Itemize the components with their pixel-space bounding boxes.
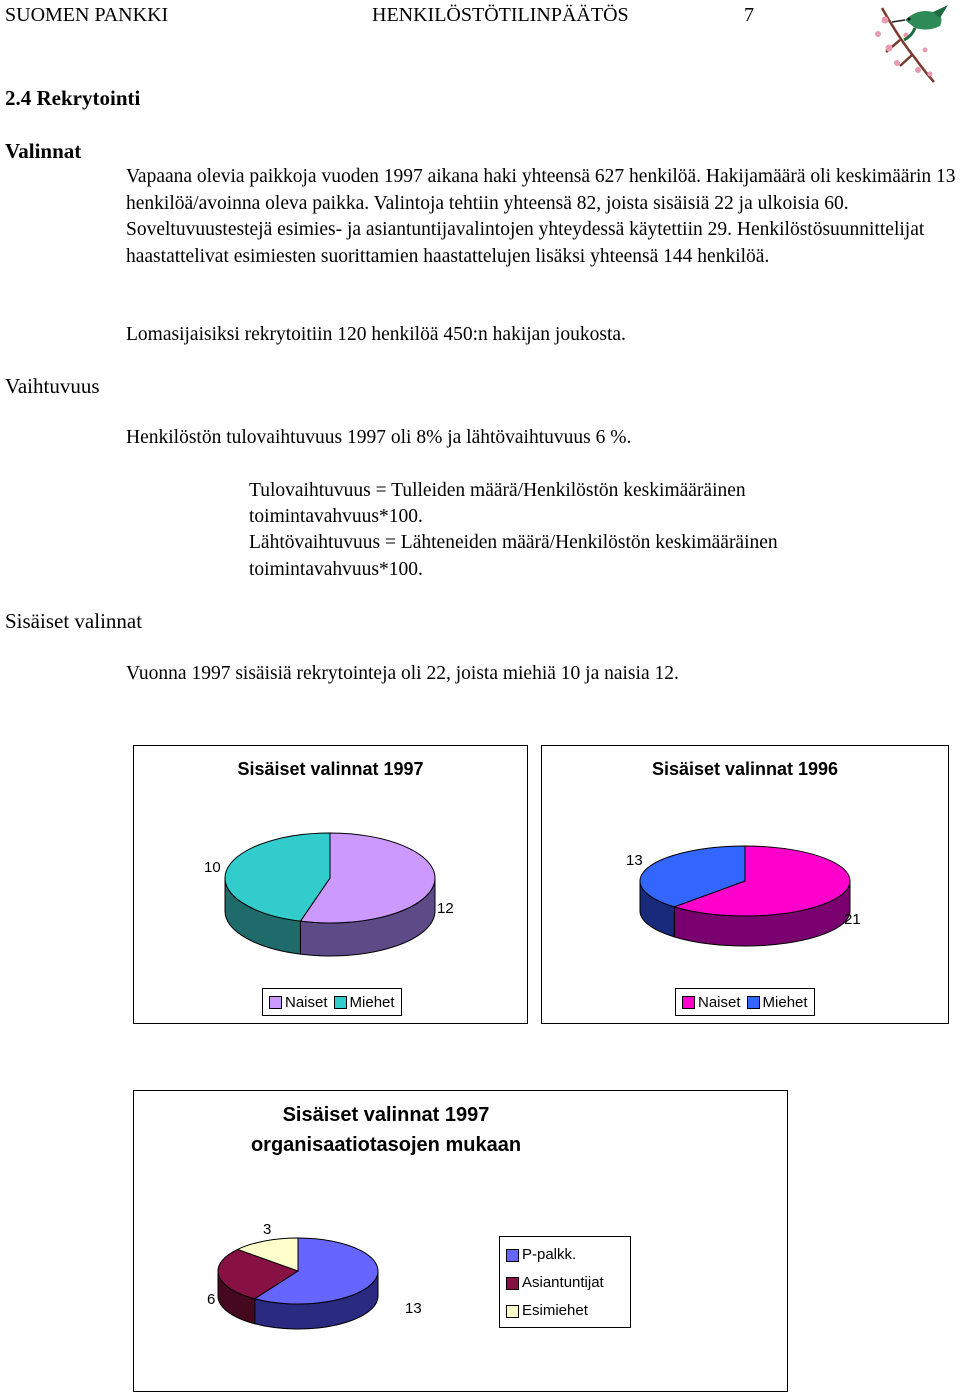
- data-label-naiset: 12: [437, 900, 454, 917]
- data-label-naiset: 21: [844, 911, 861, 928]
- data-label-asiantuntijat: 6: [207, 1291, 216, 1308]
- chart-title: Sisäiset valinnat 1997: [237, 759, 424, 779]
- legend-label-naiset: Naiset: [698, 993, 741, 1011]
- data-label-p-palkk: 13: [405, 1300, 422, 1317]
- legend-label-naiset: Naiset: [285, 993, 328, 1011]
- valinnat-label: Valinnat: [5, 139, 82, 163]
- vaihtuvuus-label: Vaihtuvuus: [5, 374, 100, 398]
- legend-label-esimiehet: Esimiehet: [522, 1302, 588, 1319]
- chart-legend: [262, 988, 402, 1016]
- chart-title: Sisäiset valinnat 1996: [651, 759, 839, 779]
- lomasijaiset-paragraph: Lomasijaisiksi rekrytoitiin 120 henkilöä 450:n hakijan joukosta.: [126, 324, 626, 345]
- data-label-miehet: 13: [626, 852, 643, 869]
- header-org: SUOMEN PANKKI: [5, 4, 169, 26]
- legend-label-asiantuntijat: Asiantuntijat: [522, 1274, 604, 1291]
- vaihtuvuus-paragraph: Henkilöstön tulovaihtuvuus 1997 oli 8% ja lähtövaihtuvuus 6 %.: [126, 427, 632, 448]
- formula-tulovaihtuvuus-line1: Tulovaihtuvuus = Tulleiden määrä/Henkilöstön keskimääräinen: [249, 480, 746, 501]
- formula-tulovaihtuvuus-line2: toimintavahvuus*100.: [249, 506, 423, 527]
- legend-swatch-naiset: [682, 996, 695, 1009]
- pie-chart-svg: [134, 1091, 789, 1393]
- hummingbird: [892, 5, 948, 40]
- data-label-esimiehet: 3: [263, 1221, 272, 1238]
- chart-legend: [675, 988, 815, 1016]
- legend-swatch-esimiehet: [506, 1305, 519, 1318]
- chart-sisaiset-1997: [133, 745, 528, 1024]
- pie-chart-svg: [542, 746, 950, 1025]
- header-doc-title: HENKILÖSTÖTILINPÄÄTÖS: [372, 4, 629, 26]
- formula-lahtovaihtuvuus-line2: toimintavahvuus*100.: [249, 559, 423, 580]
- formula-lahtovaihtuvuus-line1: Lähtövaihtuvuus = Lähteneiden määrä/Henkilöstön keskimääräinen: [249, 532, 778, 553]
- pie-chart-svg: [134, 746, 529, 1025]
- sisaiset-label: Sisäiset valinnat: [5, 609, 143, 633]
- chart-organisaatiotasot-1997: [133, 1090, 788, 1392]
- legend-swatch-naiset: [269, 996, 282, 1009]
- legend-swatch-p-palkk: [506, 1249, 519, 1262]
- chart-legend: [499, 1236, 631, 1328]
- section-heading: 2.4 Rekrytointi: [5, 86, 141, 110]
- legend-swatch-miehet: [747, 996, 760, 1009]
- valinnat-paragraph: Vapaana olevia paikkoja vuoden 1997 aikana haki yhteensä 627 henkilöä. Hakijamäärä oli keskimäärin 13 henkilöä/avoinna oleva paikka. Valintoja tehtiin yhteensä 82, joista sisäisiä 22 ja ulkoisia 60. Soveltuvuustestejä esimies- ja asiantuntijavalintojen yhteydessä käytettiin 29. Henkilöstösuunnittelijat haastattelivat esimiesten suorittamien haastattelujen lisäksi yhteensä 144 henkilöä.: [126, 166, 956, 267]
- chart-title-line1: Sisäiset valinnat 1997: [282, 1104, 490, 1126]
- legend-label-miehet: Miehet: [762, 993, 808, 1011]
- legend-swatch-asiantuntijat: [506, 1277, 519, 1290]
- legend-label-miehet: Miehet: [349, 993, 395, 1011]
- data-label-miehet: 10: [204, 859, 221, 876]
- hummingbird-blossom-logo: [0, 0, 960, 100]
- sisaiset-paragraph: Vuonna 1997 sisäisiä rekrytointeja oli 22, joista miehiä 10 ja naisia 12.: [126, 663, 679, 684]
- page-number: 7: [744, 4, 754, 26]
- chart-title-line2: organisaatiotasojen mukaan: [250, 1134, 522, 1156]
- legend-swatch-miehet: [334, 996, 347, 1009]
- legend-label-p-palkk: P-palkk.: [522, 1246, 577, 1263]
- chart-sisaiset-1996: [541, 745, 949, 1024]
